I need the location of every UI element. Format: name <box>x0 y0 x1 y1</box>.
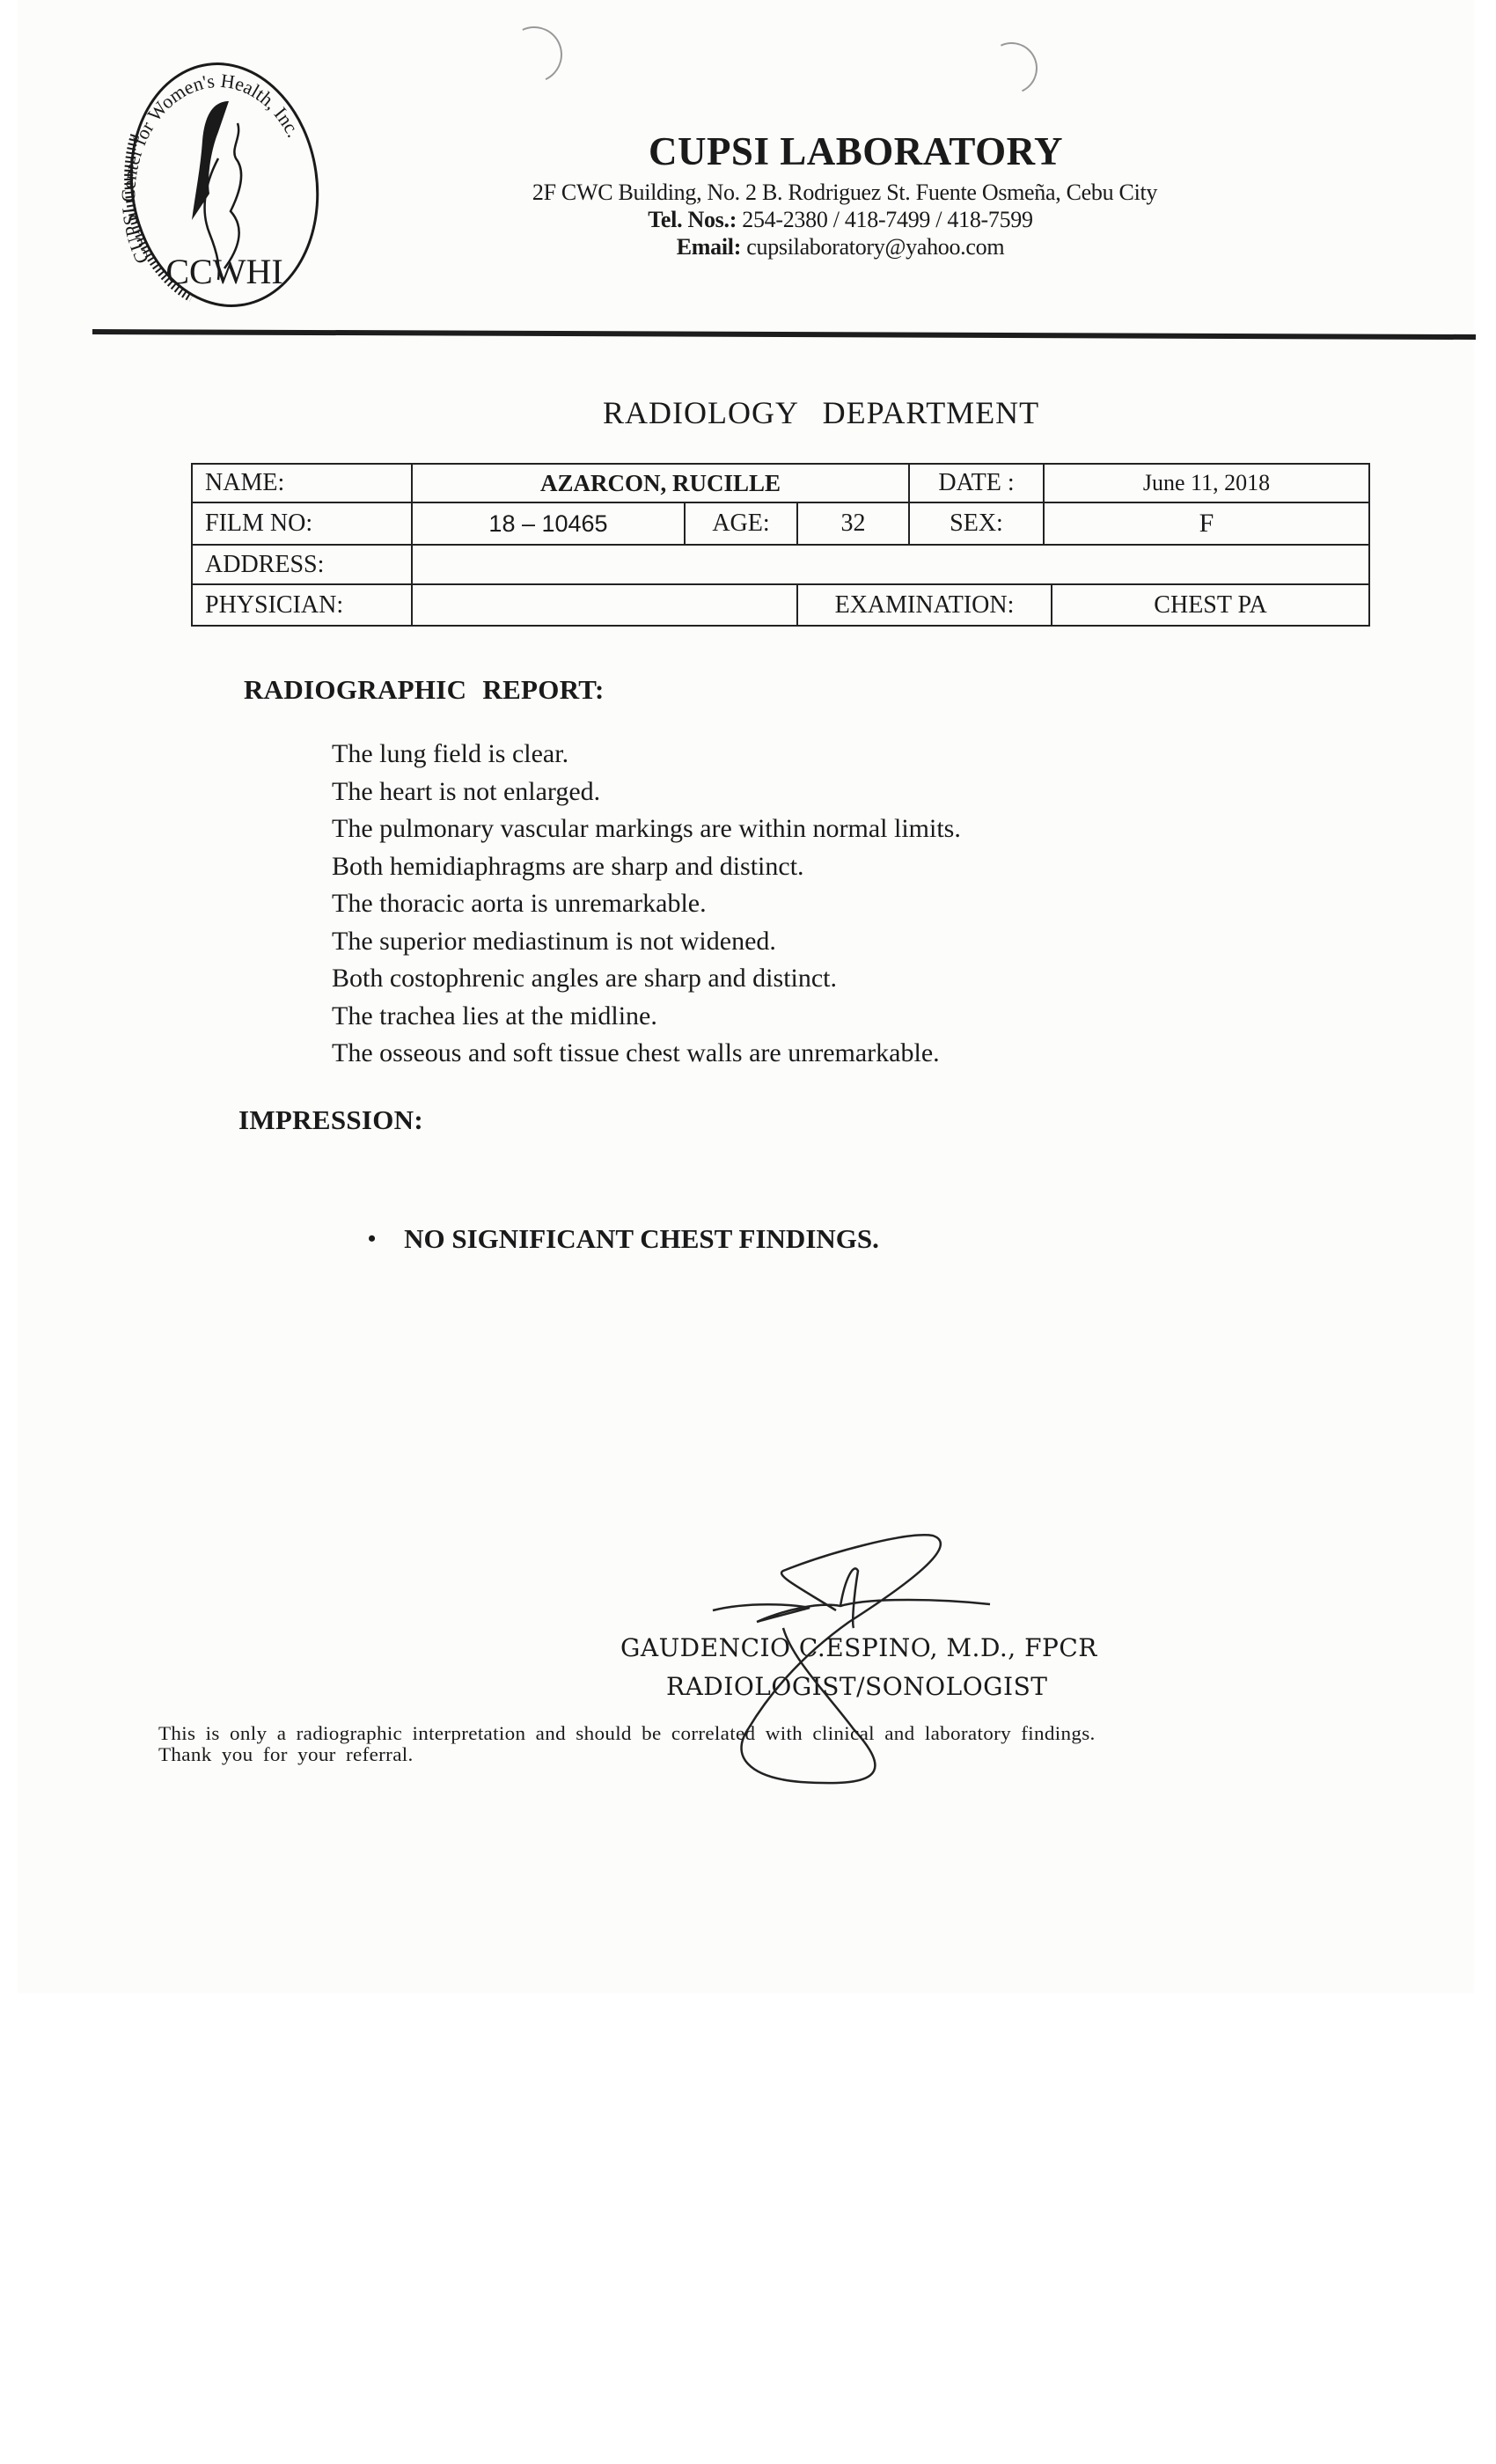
age-value: 32 <box>796 502 910 546</box>
film-no-label: FILM NO: <box>191 502 413 546</box>
finding-item: The osseous and soft tissue chest walls are unremarkable. <box>332 1038 940 1067</box>
finding-item: The trachea lies at the midline. <box>332 1001 657 1030</box>
email-value: cupsilaboratory@yahoo.com <box>746 234 1005 260</box>
examination-value: CHEST PA <box>1051 583 1370 627</box>
film-no-value: 18 – 10465 <box>411 502 686 546</box>
organization-phone <box>449 206 1232 233</box>
organization-name: CUPSI LABORATORY <box>648 129 1064 173</box>
organization-address: 2F CWC Building, No. 2 B. Rodriguez St. Fuente Osmeña, Cebu City <box>532 180 1158 205</box>
age-label: AGE: <box>684 502 798 546</box>
signatory-name: GAUDENCIO C.ESPINO, M.D., FPCR <box>620 1633 1097 1662</box>
logo-emblem-icon <box>114 53 334 317</box>
date-value: June 11, 2018 <box>1043 463 1370 503</box>
logo-ring-text: CUPSI Center for Women's Health, Inc. <box>117 69 305 268</box>
address-value <box>411 544 1370 585</box>
logo-abbreviation: CCWHI <box>165 252 283 291</box>
thank-you-line: Thank you for your referral. <box>158 1743 414 1765</box>
finding-item: Both costophrenic angles are sharp and distinct. <box>332 964 838 993</box>
finding-item: The lung field is clear. <box>332 739 569 768</box>
finding-item: The heart is not enlarged. <box>332 776 601 806</box>
finding-item: The pulmonary vascular markings are within normal limits. <box>332 814 961 843</box>
name-value: AZARCON, RUCILLE <box>411 463 910 503</box>
phone-label: Tel. Nos.: <box>648 207 737 233</box>
report-heading: RADIOGRAPHIC REPORT: <box>244 674 605 705</box>
name-label: NAME: <box>191 463 413 503</box>
bullet-icon: • <box>368 1226 377 1251</box>
physician-label: PHYSICIAN: <box>191 583 413 627</box>
finding-item: Both hemidiaphragms are sharp and distinct. <box>332 851 804 881</box>
department-title: RADIOLOGY DEPARTMENT <box>603 395 1040 430</box>
signatory-title: RADIOLOGIST/SONOLOGIST <box>666 1672 1048 1701</box>
physician-value <box>411 583 798 627</box>
patient-info-table <box>191 463 1370 627</box>
ccwhi-logo <box>114 53 334 317</box>
impression-heading: IMPRESSION: <box>238 1104 423 1135</box>
examination-label: EXAMINATION: <box>796 583 1052 627</box>
disclaimer-line: This is only a radiographic interpretation and should be correlated with clinical and laboratory findings. <box>158 1722 1096 1744</box>
email-label: Email: <box>676 234 742 260</box>
impression-item <box>368 1223 879 1255</box>
date-label: DATE : <box>908 463 1045 503</box>
finding-item: The superior mediastinum is not widened. <box>332 926 776 956</box>
finding-item: The thoracic aorta is unremarkable. <box>332 889 707 918</box>
findings-list <box>332 736 961 1073</box>
address-label: ADDRESS: <box>191 544 413 585</box>
organization-email <box>449 233 1232 260</box>
sex-label: SEX: <box>908 502 1045 546</box>
sex-value: F <box>1043 502 1370 546</box>
disclaimer <box>158 1723 1096 1765</box>
letterhead <box>440 129 1232 261</box>
impression-text: NO SIGNIFICANT CHEST FINDINGS. <box>404 1223 879 1254</box>
phone-value: 254-2380 / 418-7499 / 418-7599 <box>742 207 1033 233</box>
